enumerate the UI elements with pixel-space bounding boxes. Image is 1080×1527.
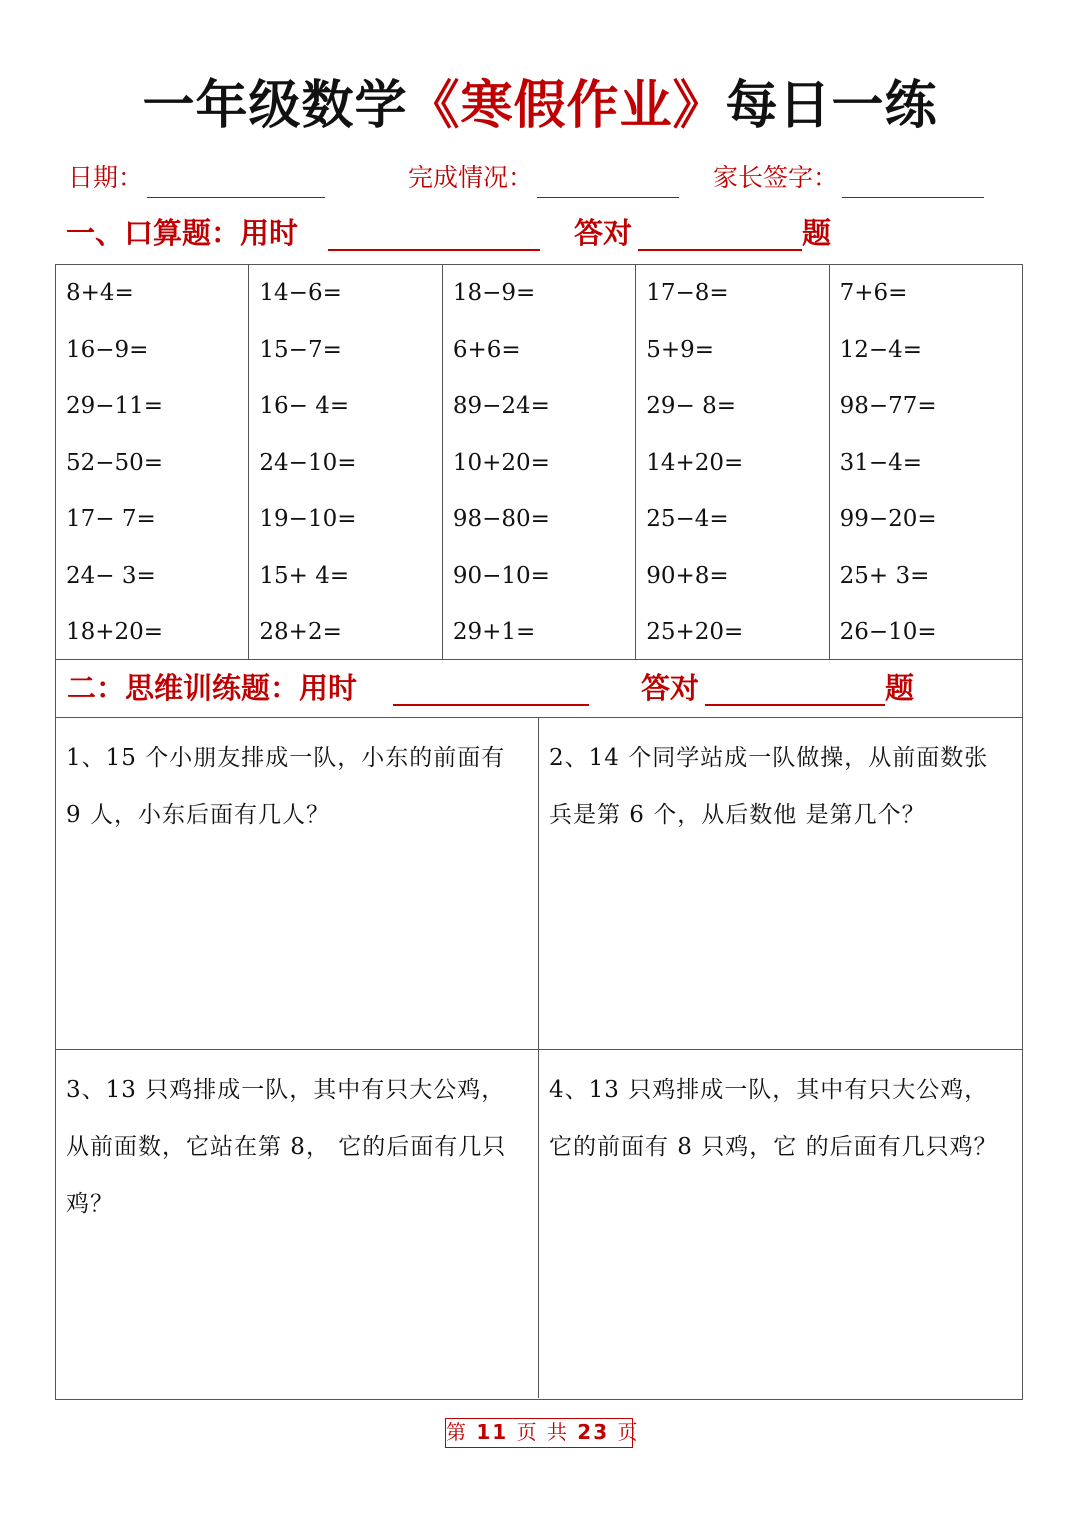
completion-label: 完成情况：: [408, 163, 534, 192]
arithmetic-item[interactable]: 6+6=: [452, 336, 521, 363]
arithmetic-item[interactable]: 16− 4=: [259, 393, 350, 419]
arithmetic-item[interactable]: 28+2=: [259, 619, 342, 645]
arithmetic-item[interactable]: 25−4=: [646, 506, 729, 532]
arithmetic-item[interactable]: 15+ 4=: [259, 562, 350, 589]
section1-time-blank[interactable]: [328, 223, 540, 251]
problem-3[interactable]: [56, 1050, 539, 1398]
section2-time-blank[interactable]: [393, 678, 589, 706]
page-number: [445, 1418, 640, 1448]
section2-header: [67, 668, 967, 712]
arithmetic-item[interactable]: 14−6=: [259, 280, 342, 306]
page-title: [0, 74, 1080, 138]
arithmetic-item[interactable]: 17− 7=: [66, 506, 156, 532]
arithmetic-item[interactable]: 16−9=: [66, 336, 149, 363]
parent-sign-label: 家长签字：: [713, 163, 839, 192]
arithmetic-item[interactable]: 25+ 3=: [839, 562, 930, 589]
completion-blank[interactable]: [537, 167, 679, 198]
title-highlight: 《寒假作业》: [407, 76, 726, 136]
arithmetic-item[interactable]: 29−11=: [66, 393, 164, 419]
arithmetic-item[interactable]: 15−7=: [259, 336, 342, 363]
arithmetic-column: [636, 265, 829, 659]
arithmetic-item[interactable]: 25+20=: [646, 619, 744, 645]
problem-4[interactable]: [539, 1050, 1022, 1398]
section2-header-row: [56, 660, 1022, 718]
arithmetic-item[interactable]: 29+1=: [452, 619, 536, 645]
arithmetic-item[interactable]: 90−10=: [452, 562, 550, 589]
section1-correct-label: 答对: [574, 216, 633, 250]
problem-text: 3、13 只鸡排成一队，其中有只大公鸡，从前面数，它站在第 8， 它的后面有几只鸡？: [66, 1077, 507, 1217]
arithmetic-item[interactable]: 18+20=: [66, 619, 164, 645]
arithmetic-item[interactable]: 99−20=: [839, 506, 937, 532]
date-field[interactable]: [68, 158, 325, 198]
page-mid: 页 共: [516, 1420, 569, 1444]
date-blank[interactable]: [147, 167, 325, 198]
arithmetic-item[interactable]: 8+4=: [66, 280, 134, 306]
arithmetic-item[interactable]: 10+20=: [452, 449, 550, 476]
title-prefix: 一年级数学: [142, 76, 408, 136]
completion-field[interactable]: [408, 158, 679, 198]
arithmetic-item[interactable]: 98−80=: [452, 506, 550, 532]
problem-2[interactable]: [539, 718, 1022, 1050]
section1-correct-blank[interactable]: [638, 223, 802, 251]
section2-unit: 题: [885, 671, 915, 705]
section2-correct-label: 答对: [641, 671, 700, 705]
arithmetic-item[interactable]: 12−4=: [839, 336, 923, 363]
arithmetic-item[interactable]: 18−9=: [452, 280, 536, 306]
arithmetic-item[interactable]: 52−50=: [66, 449, 164, 476]
page-current: 11: [476, 1420, 509, 1444]
thinking-training-box: [55, 660, 1023, 1400]
arithmetic-column: [443, 265, 636, 659]
section2-correct-blank[interactable]: [705, 678, 885, 706]
problem-1[interactable]: [56, 718, 539, 1050]
arithmetic-item[interactable]: 31−4=: [839, 449, 923, 476]
arithmetic-item[interactable]: 90+8=: [646, 562, 729, 589]
arithmetic-item[interactable]: 17−8=: [646, 280, 729, 306]
arithmetic-item[interactable]: 29− 8=: [646, 393, 736, 419]
section1-label: 一、口算题：用时: [66, 216, 299, 250]
title-suffix: 每日一练: [725, 76, 938, 136]
page-end: 页: [617, 1420, 640, 1444]
section2-label: 二：思维训练题：用时: [67, 671, 358, 705]
arithmetic-column: [56, 265, 249, 659]
arithmetic-table: [55, 264, 1023, 660]
arithmetic-item[interactable]: 89−24=: [452, 393, 550, 419]
arithmetic-item[interactable]: 26−10=: [839, 619, 937, 645]
date-label: 日期：: [68, 163, 144, 192]
page-word: 第: [446, 1420, 468, 1444]
arithmetic-column: [249, 265, 442, 659]
arithmetic-item[interactable]: 5+9=: [646, 336, 715, 363]
arithmetic-column: [830, 265, 1022, 659]
arithmetic-item[interactable]: 24−10=: [259, 449, 357, 476]
arithmetic-item[interactable]: 14+20=: [646, 449, 744, 476]
arithmetic-item[interactable]: 7+6=: [839, 280, 908, 306]
problem-text: 4、13 只鸡排成一队，其中有只大公鸡，它的前面有 8 只鸡，它 的后面有几只鸡？: [549, 1077, 998, 1160]
arithmetic-item[interactable]: 98−77=: [839, 393, 937, 419]
arithmetic-item[interactable]: 19−10=: [259, 506, 357, 532]
arithmetic-item[interactable]: 24− 3=: [66, 562, 156, 589]
section1-unit: 题: [802, 216, 832, 250]
page-total: 23: [577, 1420, 610, 1444]
section1-header: [66, 213, 966, 257]
info-row: [68, 158, 1008, 198]
problem-text: 1、15 个小朋友排成一队，小东的前面有 9 人，小东后面有几人？: [66, 745, 506, 828]
parent-sign-blank[interactable]: [842, 167, 984, 198]
problem-text: 2、14 个同学站成一队做操，从前面数张兵是第 6 个，从后数他 是第几个？: [549, 745, 989, 828]
parent-sign-field[interactable]: [713, 158, 984, 198]
